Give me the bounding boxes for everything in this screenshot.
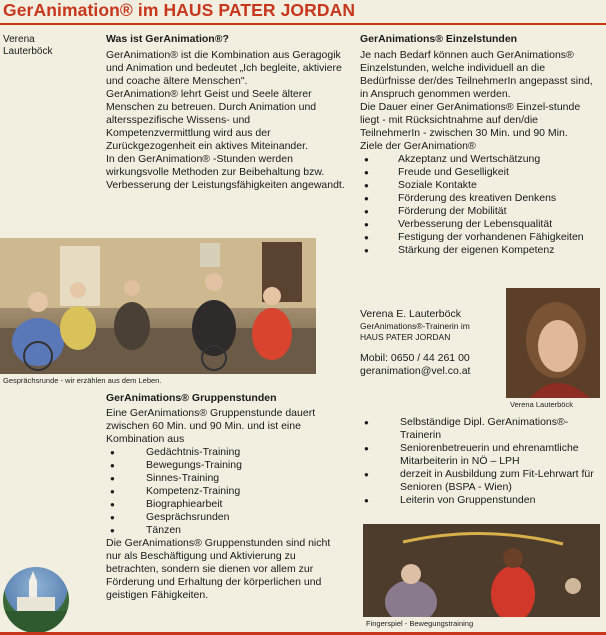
contact-name: Verena E. Lauterböck: [360, 308, 461, 320]
group-photo: [0, 238, 316, 374]
contact-phone: Mobil: 0650 / 44 261 00: [360, 352, 470, 364]
group-hours-section: [106, 392, 346, 602]
author-last-name: Lauterböck: [3, 46, 53, 57]
list-item: ● Kompetenz-Training: [106, 485, 346, 498]
qualifications-list: [360, 416, 600, 507]
list-item: ● Leiterin von Gruppenstunden: [360, 494, 600, 507]
list-item: ● Gedächtnis-Training: [106, 446, 346, 459]
single-hours-paragraph-2: Die Dauer einer GerAnimations® Einzel-stunde liegt - mit Rücksichtnahme auf den/die TeilnehmerIn - zwischen 30 Min. und 90 Min.: [360, 101, 581, 139]
list-item: ● Freude und Geselligkeit: [360, 166, 600, 179]
group-hours-heading: GerAnimations® Gruppenstunden: [106, 392, 277, 404]
group-photo-illustration: [0, 238, 316, 374]
goals-list: [360, 153, 600, 257]
single-hours-heading: GerAnimations® Einzelstunden: [360, 33, 518, 45]
contact-role: GerAnimations®-Trainerin im: [360, 321, 470, 331]
what-is-paragraph-2: GerAnimation® lehrt Geist und Seele älterer Menschen zu betreuen. Durch Animation und altersspezifische Wissens- und Kompetenzvermittlung wird aus der Zurückgezogenheit ein aktives Miteinander.: [106, 88, 317, 152]
list-item: ● Verbesserung der Lebensqualität: [360, 218, 600, 231]
finger-game-caption: Fingerspiel - Bewegungstraining: [366, 619, 474, 628]
what-is-paragraph-1: GerAnimation® ist die Kombination aus Geragogik und Animation und bedeutet „Ich begleite, aktiviere und coache ältere Menschen".: [106, 49, 342, 87]
author-first-name: Verena: [3, 34, 35, 45]
title-rule: [0, 23, 606, 25]
list-item: ● Tänzen: [106, 524, 346, 537]
author-byline: [3, 34, 73, 58]
what-is-section: [106, 33, 346, 192]
finger-game-illustration: [363, 524, 600, 617]
single-hours-section: [360, 33, 600, 257]
church-illustration: [3, 567, 69, 633]
list-item: ● Gesprächsrunden: [106, 511, 346, 524]
list-item: ● Biographiearbeit: [106, 498, 346, 511]
portrait-illustration: [506, 288, 600, 398]
list-item: ● Stärkung der eigenen Kompetenz: [360, 244, 600, 257]
list-item: ● Förderung der Mobilität: [360, 205, 600, 218]
finger-game-photo: [363, 524, 600, 617]
page-title: GerAnimation® im HAUS PATER JORDAN: [3, 0, 356, 20]
what-is-paragraph-3: In den GerAnimation® -Stunden werden wirkungsvolle Methoden zur Beibehaltung bzw. Verbesserung der Leistungsfähigkeiten angewandt.: [106, 153, 345, 191]
training-list: [106, 446, 346, 537]
group-photo-caption: Gesprächsrunde - wir erzählen aus dem Leben.: [3, 376, 162, 385]
contact-place: HAUS PATER JORDAN: [360, 332, 451, 342]
contact-block: [360, 308, 500, 378]
list-item: ● Sinnes-Training: [106, 472, 346, 485]
church-photo: [3, 567, 69, 633]
list-item: ● Selbständige Dipl. GerAnimations®-Trainerin: [360, 416, 600, 442]
portrait-caption: Verena Lauterböck: [510, 400, 573, 409]
list-item: ● Akzeptanz und Wertschätzung: [360, 153, 600, 166]
list-item: ● Festigung der vorhandenen Fähigkeiten: [360, 231, 600, 244]
list-item: ● Seniorenbetreuerin und ehrenamtliche Mitarbeiterin in NÖ – LPH: [360, 442, 600, 468]
group-hours-outro: Die GerAnimations® Gruppenstunden sind nicht nur als Beschäftigung und Aktivierung zu betrachten, sondern sie dienen vor allem zur Förderung und Erhaltung der körperlichen und geistigen Fähigkeiten.: [106, 537, 331, 601]
group-hours-intro: Eine GerAnimations® Gruppenstunde dauert zwischen 60 Min. und 90 Min. und ist eine Kombination aus: [106, 407, 316, 445]
list-item: ● Soziale Kontakte: [360, 179, 600, 192]
list-item: ● Bewegungs-Training: [106, 459, 346, 472]
list-item: ● Förderung des kreativen Denkens: [360, 192, 600, 205]
contact-email[interactable]: geranimation@vel.co.at: [360, 365, 471, 377]
list-item: ● derzeit in Ausbildung zum Fit-Lehrwart für Senioren (BSPA - Wien): [360, 468, 600, 494]
portrait-photo: [506, 288, 600, 398]
goals-label: Ziele der GerAnimation®: [360, 140, 476, 152]
what-is-heading: Was ist GerAnimation®?: [106, 33, 229, 45]
single-hours-paragraph-1: Je nach Bedarf können auch GerAnimations® Einzelstunden, welche individuell an die Bedürfnisse der/des TeilnehmerIn angepasst sind, in Anspruch genommen werden.: [360, 49, 593, 100]
